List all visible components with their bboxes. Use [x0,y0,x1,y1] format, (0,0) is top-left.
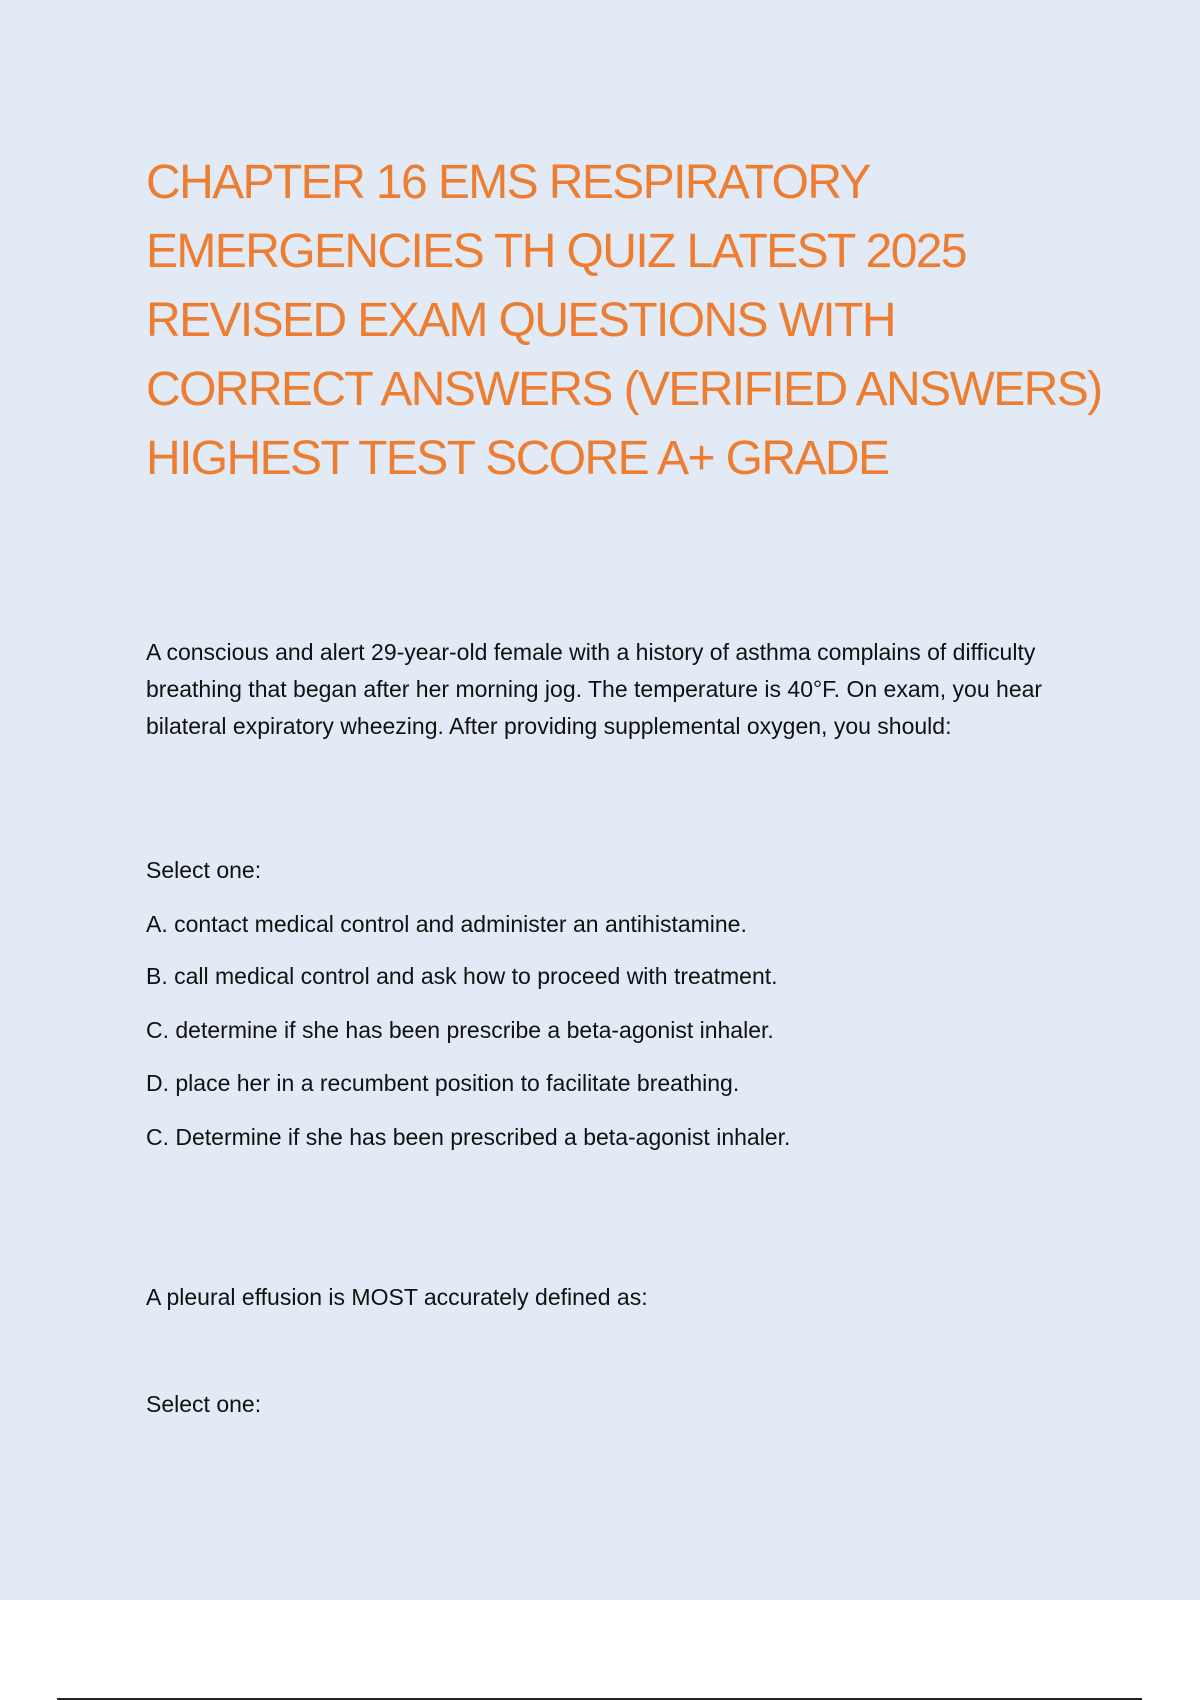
document-title: CHAPTER 16 EMS RESPIRATORY EMERGENCIES TH QUIZ LATEST 2025 REVISED EXAM QUESTIONS WITH CORRECT ANSWERS (VERIFIED ANSWERS) HIGHEST TEST SCORE A+ GRADE [146,156,1102,485]
question-1-stem: A conscious and alert 29-year-old female with a history of asthma complains of difficulty breathing that began after her morning jog. The temperature is 40°F. On exam, you hear bilateral expiratory wheezing. After providing supplemental oxygen, you should: [146,639,1043,739]
question-1-option-d: D. place her in a recumbent position to facilitate breathing. [146,1070,740,1096]
question-1-option-b: B. call medical control and ask how to proceed with treatment. [146,963,778,989]
question-1-option-a: A. contact medical control and administer an antihistamine. [146,911,747,937]
question-1-answer: C. Determine if she has been prescribed a beta-agonist inhaler. [146,1124,791,1150]
question-2-select-label: Select one: [146,1391,262,1417]
question-2-stem: A pleural effusion is MOST accurately defined as: [146,1284,648,1310]
question-1-select-label: Select one: [146,857,262,883]
question-1-option-c: C. determine if she has been prescribe a beta-agonist inhaler. [146,1017,774,1043]
